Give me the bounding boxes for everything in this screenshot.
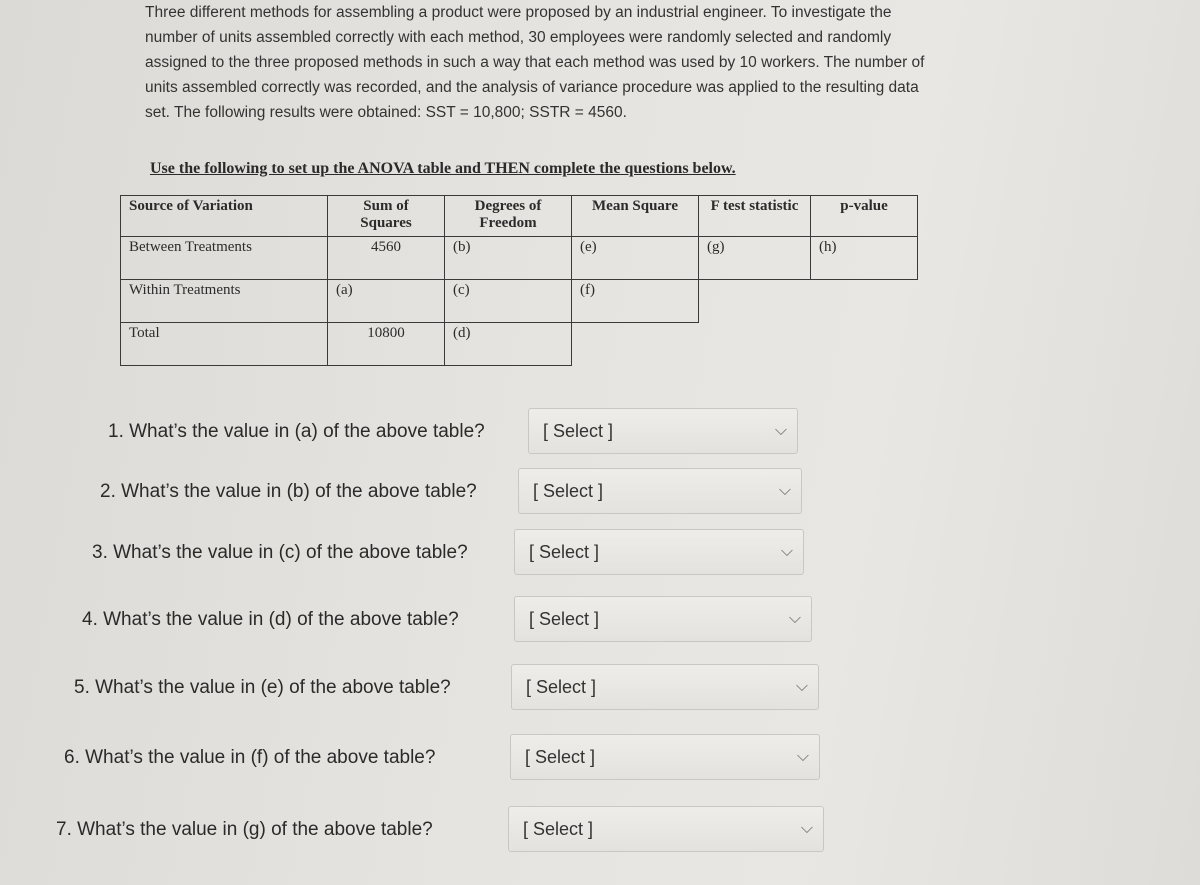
chevron-down-icon: ⌵ [780, 543, 793, 560]
question-text: 4. What’s the value in (d) of the above table? [82, 609, 459, 630]
question-text: 2. What’s the value in (b) of the above table? [100, 481, 477, 502]
cell-ms: (f) [572, 280, 699, 323]
question-text: 6. What’s the value in (f) of the above table? [64, 747, 436, 768]
question-7 [56, 806, 824, 854]
cell-df: (b) [445, 237, 572, 280]
chevron-down-icon: ⌵ [774, 422, 787, 439]
chevron-down-icon: ⌵ [778, 482, 791, 499]
answer-select-g[interactable] [508, 806, 824, 852]
question-5 [74, 664, 819, 712]
header-p-value: p-value [811, 196, 918, 237]
select-label: [ Select ] [533, 480, 604, 501]
header-f-statistic: F test statistic [699, 196, 811, 237]
row-source: Total [121, 323, 328, 366]
table-row [121, 237, 918, 280]
answer-select-f[interactable] [510, 734, 820, 780]
chevron-down-icon: ⌵ [795, 678, 808, 695]
anova-table [120, 195, 918, 366]
header-mean-square: Mean Square [572, 196, 699, 237]
anova-header-row [121, 196, 918, 237]
problem-statement: Three different methods for assembling a product were proposed by an industrial engineer. To investigate the number of units assembled correctly with each method, 30 employees were randomly selected and randomly assigned to the three proposed methods in such a way that each method was used by 10 workers. The number of units assembled correctly was recorded, and the analysis of variance procedure was applied to the resulting data set. The following results were obtained: SST = 10,800; SSTR = 4560. [145, 4, 925, 121]
answer-select-b[interactable] [518, 468, 802, 514]
answer-select-c[interactable] [514, 529, 804, 575]
question-3 [92, 529, 804, 577]
question-text: 3. What’s the value in (c) of the above table? [92, 542, 468, 563]
table-row [121, 323, 918, 366]
table-row [121, 280, 918, 323]
select-label: [ Select ] [523, 818, 594, 839]
question-6 [64, 734, 820, 782]
header-source: Source of Variation [121, 196, 328, 237]
cell-df: (d) [445, 323, 572, 366]
row-source: Between Treatments [121, 237, 328, 280]
cell-p: (h) [811, 237, 918, 280]
question-text: 5. What’s the value in (e) of the above table? [74, 677, 451, 698]
cell-ss: (a) [328, 280, 445, 323]
cell-ss: 10800 [328, 323, 445, 366]
chevron-down-icon: ⌵ [796, 748, 809, 765]
select-label: [ Select ] [529, 541, 600, 562]
empty-cell [811, 323, 918, 366]
empty-cell [811, 280, 918, 323]
cell-df: (c) [445, 280, 572, 323]
select-label: [ Select ] [525, 746, 596, 767]
answer-select-d[interactable] [514, 596, 812, 642]
cell-f: (g) [699, 237, 811, 280]
header-sum-of-squares: Sum of Squares [328, 196, 445, 237]
question-text: 1. What’s the value in (a) of the above table? [108, 421, 485, 442]
cell-ss: 4560 [328, 237, 445, 280]
chevron-down-icon: ⌵ [788, 610, 801, 627]
question-2 [100, 468, 802, 516]
row-source: Within Treatments [121, 280, 328, 323]
question-text: 7. What’s the value in (g) of the above table? [56, 819, 433, 840]
select-label: [ Select ] [529, 608, 600, 629]
cell-ms: (e) [572, 237, 699, 280]
empty-cell [572, 323, 699, 366]
chevron-down-icon: ⌵ [800, 820, 813, 837]
empty-cell [699, 323, 811, 366]
question-1 [108, 408, 798, 456]
table-instruction: Use the following to set up the ANOVA table and THEN complete the questions below. [150, 160, 736, 177]
header-degrees-of-freedom: Degrees of Freedom [445, 196, 572, 237]
question-4 [82, 596, 812, 644]
empty-cell [699, 280, 811, 323]
answer-select-e[interactable] [511, 664, 819, 710]
select-label: [ Select ] [526, 676, 597, 697]
answer-select-a[interactable] [528, 408, 798, 454]
select-label: [ Select ] [543, 420, 614, 441]
